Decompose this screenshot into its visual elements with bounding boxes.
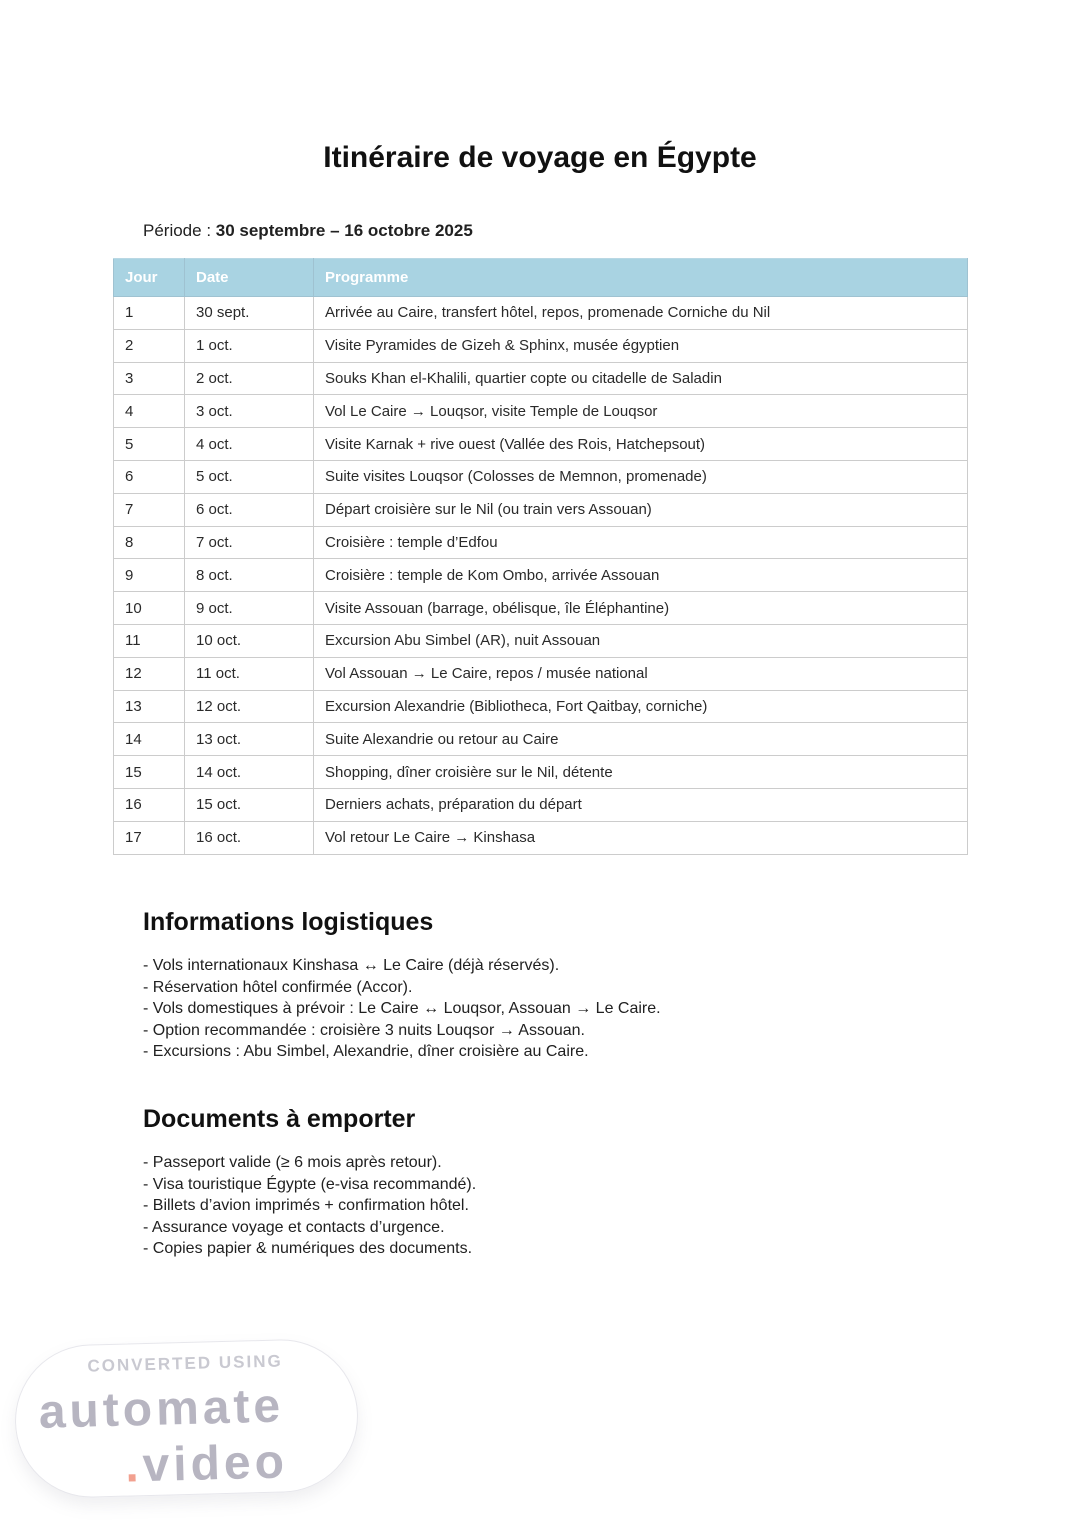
jour-cell: 1: [114, 297, 185, 330]
programme-cell: Suite visites Louqsor (Colosses de Memnon, promenade): [314, 460, 968, 493]
documents-item: - Assurance voyage et contacts d’urgence.: [143, 1218, 445, 1236]
table-row: [114, 493, 968, 526]
documents-item: - Copies papier & numériques des documents.: [143, 1240, 473, 1257]
table-row: [114, 362, 968, 395]
period-line: [143, 219, 1080, 243]
programme-cell: Souks Khan el-Khalili, quartier copte ou citadelle de Saladin: [314, 362, 968, 395]
watermark-dot: .: [124, 1439, 144, 1493]
jour-cell: 10: [114, 592, 185, 625]
documents-item: - Passeport valide (≥ 6 mois après retour).: [143, 1154, 442, 1171]
date-cell: 5 oct.: [185, 460, 314, 493]
documents-list: [143, 1152, 963, 1260]
programme-cell: Vol Le Caire → Louqsor, visite Temple de Louqsor: [314, 395, 968, 428]
programme-cell: Visite Assouan (barrage, obélisque, île Éléphantine): [314, 592, 968, 625]
date-cell: 6 oct.: [185, 493, 314, 526]
documents-item: - Billets d’avion imprimés + confirmation hôtel.: [143, 1197, 469, 1214]
programme-cell: Excursion Abu Simbel (AR), nuit Assouan: [314, 624, 968, 657]
date-cell: 30 sept.: [185, 297, 314, 330]
date-cell: 13 oct.: [185, 723, 314, 756]
column-header-programme: Programme: [314, 259, 968, 297]
watermark-brand-video: [124, 1435, 289, 1493]
documents-item: - Visa touristique Égypte (e-visa recommandé).: [143, 1175, 477, 1193]
itinerary-table: [113, 258, 968, 855]
date-cell: 7 oct.: [185, 526, 314, 559]
table-row: [114, 723, 968, 756]
itinerary-table-header: [114, 259, 968, 297]
column-header-date: Date: [185, 259, 314, 297]
period-value: 30 septembre – 16 octobre 2025: [215, 221, 473, 240]
programme-cell: Vol Assouan → Le Caire, repos / musée national: [314, 657, 968, 690]
table-row: [114, 526, 968, 559]
period-label: Période :: [143, 221, 216, 240]
logistics-item: - Excursions : Abu Simbel, Alexandrie, dîner croisière au Caire.: [143, 1043, 589, 1060]
logistics-item: - Vols internationaux Kinshasa ↔ Le Caire (déjà réservés).: [143, 957, 560, 974]
table-row: [114, 592, 968, 625]
programme-cell: Visite Karnak + rive ouest (Vallée des Rois, Hatchepsout): [314, 428, 968, 461]
programme-cell: Croisière : temple de Kom Ombo, arrivée Assouan: [314, 559, 968, 592]
jour-cell: 15: [114, 756, 185, 789]
programme-cell: Départ croisière sur le Nil (ou train vers Assouan): [314, 493, 968, 526]
table-row: [114, 559, 968, 592]
jour-cell: 8: [114, 526, 185, 559]
table-row: [114, 428, 968, 461]
date-cell: 1 oct.: [185, 329, 314, 362]
watermark-suffix-text: video: [141, 1435, 289, 1493]
logistics-section: [143, 905, 963, 1063]
date-cell: 11 oct.: [185, 657, 314, 690]
jour-cell: 4: [114, 395, 185, 428]
programme-cell: Visite Pyramides de Gizeh & Sphinx, musée égyptien: [314, 329, 968, 362]
table-row: [114, 821, 968, 854]
watermark-brand-automate: automate: [38, 1379, 285, 1439]
table-row: [114, 329, 968, 362]
jour-cell: 5: [114, 428, 185, 461]
date-cell: 4 oct.: [185, 428, 314, 461]
date-cell: 10 oct.: [185, 624, 314, 657]
documents-heading: Documents à emporter: [143, 1105, 416, 1133]
table-row: [114, 657, 968, 690]
table-row: [114, 690, 968, 723]
jour-cell: 3: [114, 362, 185, 395]
date-cell: 2 oct.: [185, 362, 314, 395]
programme-cell: Suite Alexandrie ou retour au Caire: [314, 723, 968, 756]
table-row: [114, 395, 968, 428]
programme-cell: Derniers achats, préparation du départ: [314, 788, 968, 821]
table-row: [114, 624, 968, 657]
documents-section: [143, 1102, 963, 1260]
programme-cell: Arrivée au Caire, transfert hôtel, repos, promenade Corniche du Nil: [314, 297, 968, 330]
jour-cell: 6: [114, 460, 185, 493]
programme-cell: Shopping, dîner croisière sur le Nil, détente: [314, 756, 968, 789]
programme-cell: Croisière : temple d’Edfou: [314, 526, 968, 559]
table-row: [114, 460, 968, 493]
header-row: [114, 259, 968, 297]
watermark-converted-using-label: CONVERTED USING: [87, 1351, 283, 1376]
programme-cell: Excursion Alexandrie (Bibliotheca, Fort Qaitbay, corniche): [314, 690, 968, 723]
converter-watermark-badge: [13, 1338, 360, 1500]
jour-cell: 11: [114, 624, 185, 657]
date-cell: 15 oct.: [185, 788, 314, 821]
date-cell: 16 oct.: [185, 821, 314, 854]
date-cell: 8 oct.: [185, 559, 314, 592]
date-cell: 14 oct.: [185, 756, 314, 789]
date-cell: 3 oct.: [185, 395, 314, 428]
table-row: [114, 297, 968, 330]
date-cell: 9 oct.: [185, 592, 314, 625]
jour-cell: 2: [114, 329, 185, 362]
logistics-list: [143, 955, 963, 1063]
jour-cell: 13: [114, 690, 185, 723]
page-title: Itinéraire de voyage en Égypte: [323, 141, 757, 174]
jour-cell: 9: [114, 559, 185, 592]
itinerary-table-body: [114, 297, 968, 855]
jour-cell: 12: [114, 657, 185, 690]
jour-cell: 17: [114, 821, 185, 854]
logistics-item: - Option recommandée : croisière 3 nuits Louqsor → Assouan.: [143, 1021, 585, 1039]
jour-cell: 16: [114, 788, 185, 821]
logistics-item: - Réservation hôtel confirmée (Accor).: [143, 978, 413, 996]
table-row: [114, 756, 968, 789]
table-row: [114, 788, 968, 821]
date-cell: 12 oct.: [185, 690, 314, 723]
programme-cell: Vol retour Le Caire → Kinshasa: [314, 821, 968, 854]
jour-cell: 14: [114, 723, 185, 756]
jour-cell: 7: [114, 493, 185, 526]
column-header-jour: Jour: [114, 259, 185, 297]
logistics-item: - Vols domestiques à prévoir : Le Caire ↔ Louqsor, Assouan → Le Caire.: [143, 1000, 661, 1017]
logistics-heading: Informations logistiques: [143, 908, 434, 936]
